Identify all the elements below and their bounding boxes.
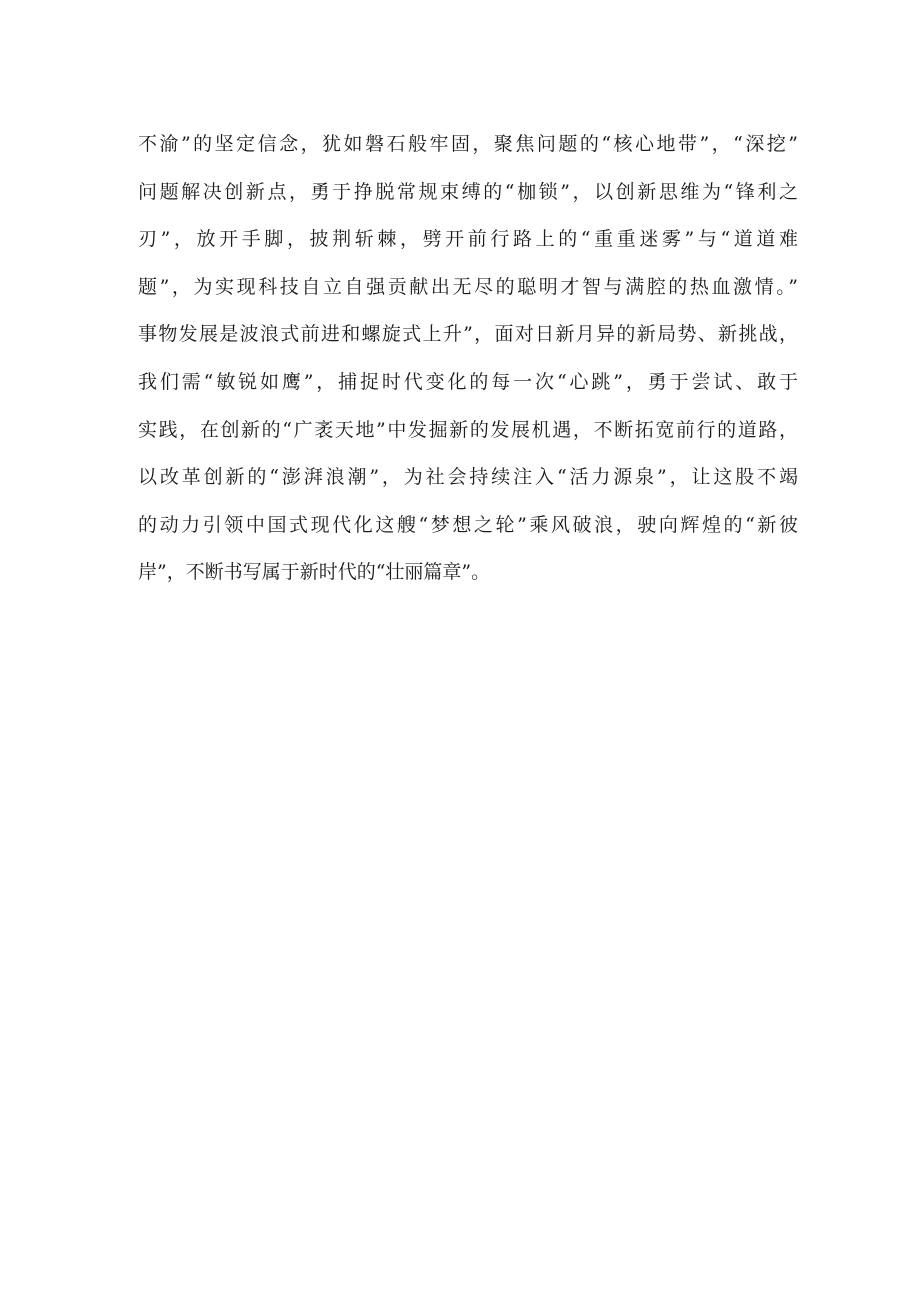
text-line: 事物发展是波浪式前进和螺旋式上升”，面对日新月异的新局势、新挑战， (138, 323, 798, 346)
text-line: 问题解决创新点，勇于挣脱常规束缚的“枷锁”，以创新思维为“锋利之 (138, 180, 798, 203)
text-line: 刃”，放开手脚，披荆斩棘，劈开前行路上的“重重迷雾”与“道道难 (138, 228, 798, 251)
text-line: 岸”，不断书写属于新时代的“壮丽篇章”。 (138, 561, 491, 584)
text-line: 实践，在创新的“广袤天地”中发掘新的发展机遇，不断拓宽前行的道路， (138, 418, 798, 441)
text-line: 以改革创新的“澎湃浪潮”，为社会持续注入“活力源泉”，让这股不竭 (138, 466, 798, 489)
text-line: 不渝”的坚定信念，犹如磐石般牢固，聚焦问题的“核心地带”，“深挖” (138, 133, 798, 155)
text-line: 题”，为实现科技自立自强贡献出无尽的聪明才智与满腔的热血激情。” (138, 275, 798, 298)
text-line: 的动力引领中国式现代化这艘“梦想之轮”乘风破浪，驶向辉煌的“新彼 (138, 513, 798, 536)
body-paragraph (138, 121, 798, 597)
text-line: 我们需“敏锐如鹰”，捕捉时代变化的每一次“心跳”，勇于尝试、敢于 (138, 370, 798, 393)
